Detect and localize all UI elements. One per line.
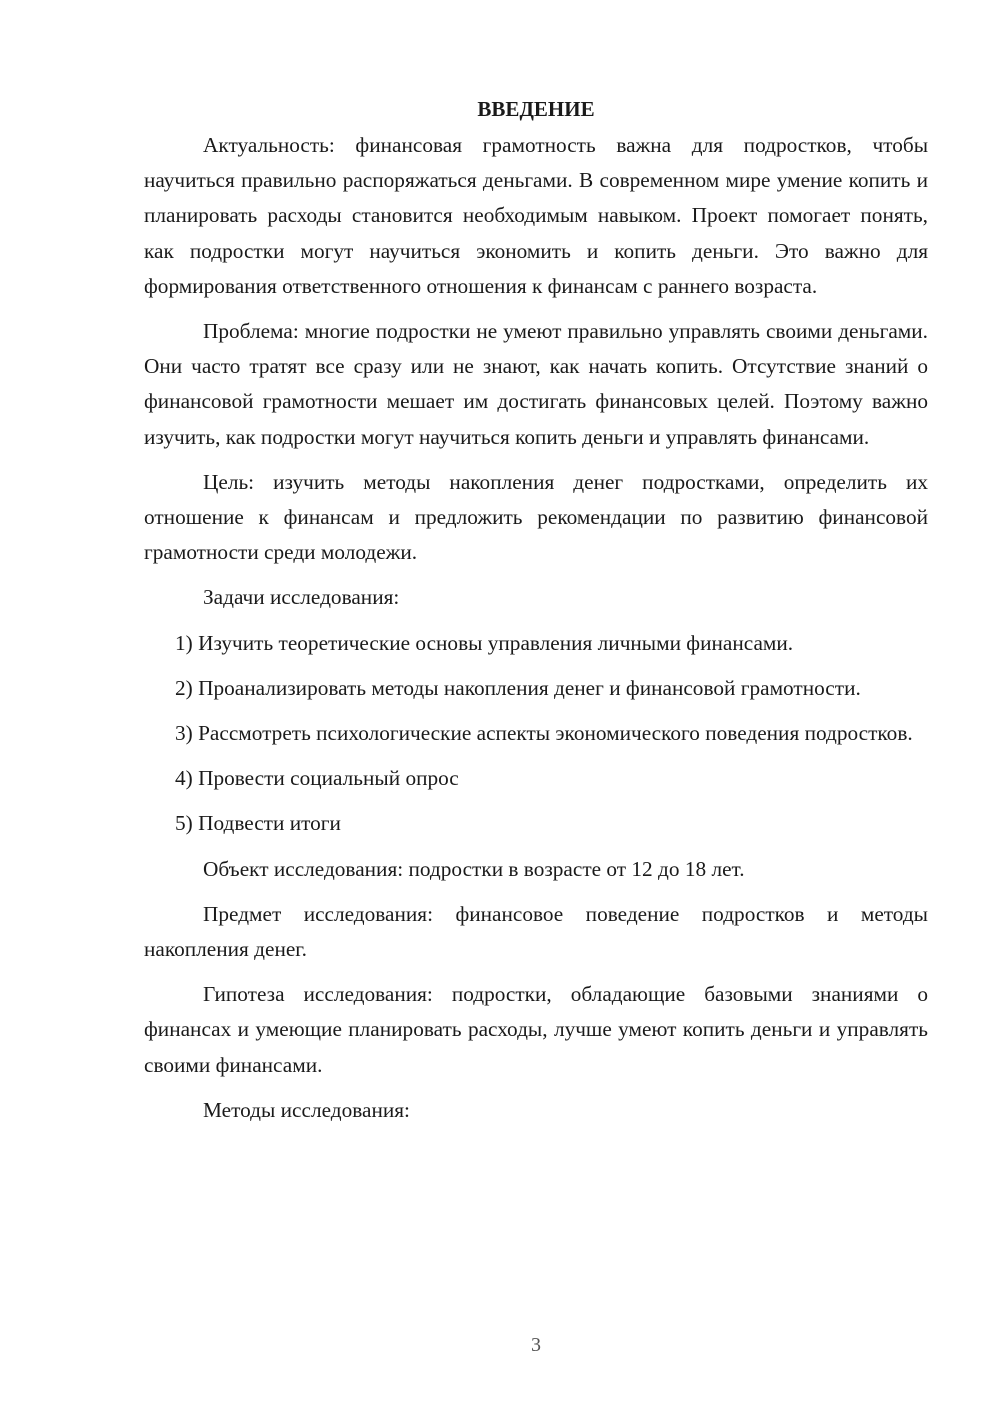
page-number: 3: [531, 1334, 541, 1356]
goal-paragraph: Цель: изучить методы накопления денег подростками, определить их отношение к финансам и предложить рекомендации по развитию финансовой грамотности среди молодежи.: [144, 469, 928, 565]
tasks-heading: Задачи исследования:: [203, 585, 400, 610]
task-item-5: 5) Подвести итоги: [175, 811, 341, 836]
relevance-paragraph: Актуальность: финансовая грамотность важна для подростков, чтобы научиться правильно распоряжаться деньгами. В современном мире умение копить и планировать расходы становится необходимым навыком. Проект помогает понять, как подростки могут научиться экономить и копить деньги. Это важно для формирования ответственного отношения к финансам с раннего возраста.: [144, 133, 928, 298]
methods-heading: Методы исследования:: [203, 1097, 410, 1122]
problem-paragraph: Проблема: многие подростки не умеют правильно управлять своими деньгами. Они часто тратят все сразу или не знают, как начать копить. Отсутствие знаний о финансовой грамотности мешает им достигать финансовых целей. Поэтому важно изучить, как подростки могут научиться копить деньги и управлять финансами.: [144, 319, 928, 449]
subject-paragraph: Предмет исследования: финансовое поведение подростков и методы накопления денег.: [144, 901, 928, 962]
section-title: ВВЕДЕНИЕ: [477, 97, 595, 121]
hypothesis-paragraph: Гипотеза исследования: подростки, обладающие базовыми знаниями о финансах и умеющие планировать расходы, лучше умеют копить деньги и управлять своими финансами.: [144, 982, 928, 1077]
task-item-3: 3) Рассмотреть психологические аспекты экономического поведения подростков.: [175, 721, 913, 746]
document-body: [144, 92, 928, 1138]
task-item-4: 4) Провести социальный опрос: [175, 766, 459, 791]
object-paragraph: Объект исследования: подростки в возрасте от 12 до 18 лет.: [203, 856, 745, 881]
task-item-2: 2) Проанализировать методы накопления денег и финансовой грамотности.: [175, 675, 861, 700]
task-item-1: 1) Изучить теоретические основы управления личными финансами.: [175, 630, 794, 655]
